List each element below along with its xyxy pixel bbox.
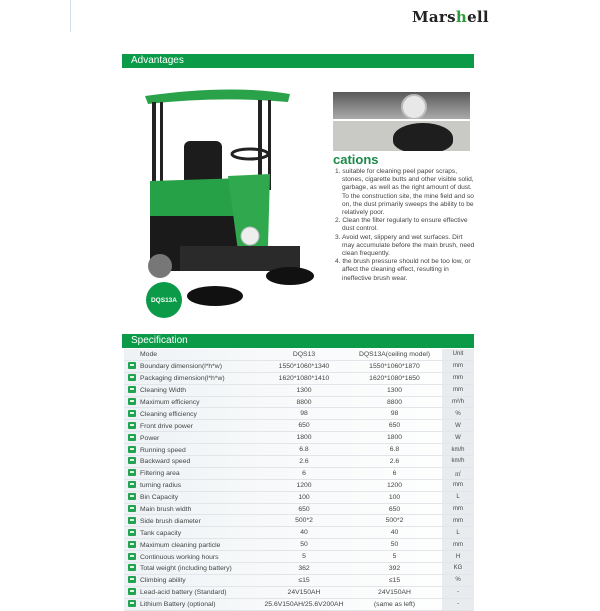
row-value-dqs13: 1550*1060*1340	[261, 360, 347, 372]
row-unit: mm	[442, 515, 474, 527]
row-unit: km/h	[442, 456, 474, 468]
row-label: Maximum cleaning particle	[140, 541, 221, 549]
table-row	[124, 456, 474, 468]
tank-icon	[128, 529, 136, 536]
row-unit: mm	[442, 503, 474, 515]
row-value-dqs13: 362	[261, 563, 347, 575]
row-value-dqs13: 650	[261, 503, 347, 515]
row-value-dqs13: 2.6	[261, 456, 347, 468]
row-label: Filtering area	[140, 470, 180, 478]
advantages-header: Advantages	[122, 54, 474, 68]
row-value-dqs13: 1800	[261, 432, 347, 444]
row-value-dqs13: 8800	[261, 396, 347, 408]
row-label: Lead-acid battery (Standard)	[140, 589, 227, 597]
cation-item: 4. the brush pressure should not be too low, or affect the cleaning effect, resulting in ineffective brush wear.	[335, 258, 471, 282]
table-row	[124, 467, 474, 479]
row-value-dqs13a: 1200	[347, 479, 442, 491]
row-value-dqs13a: 50	[347, 539, 442, 551]
weight-icon	[128, 564, 136, 571]
drive-icon	[128, 422, 136, 429]
table-row	[124, 408, 474, 420]
header-mode: Mode	[140, 350, 158, 358]
table-row	[124, 563, 474, 575]
particle-icon	[128, 541, 136, 548]
row-unit: m²/h	[442, 396, 474, 408]
row-label: Running speed	[140, 446, 186, 454]
row-unit: mm	[442, 479, 474, 491]
row-unit: L	[442, 527, 474, 539]
table-row	[124, 360, 474, 372]
table-row	[124, 515, 474, 527]
row-unit: mm	[442, 360, 474, 372]
row-value-dqs13: 6	[261, 467, 347, 479]
row-unit: W	[442, 432, 474, 444]
page-edge-line	[70, 0, 71, 32]
row-label: Power	[140, 434, 160, 442]
table-row	[124, 420, 474, 432]
row-label: Cleaning efficiency	[140, 410, 197, 418]
row-unit: mm	[442, 372, 474, 384]
row-label: Cleaning Width	[140, 387, 187, 395]
cation-item: 3. Avoid wet, slippery and wet surfaces. Dirt may accumulate before the main brush, need clean frequently.	[335, 233, 475, 258]
lithium-battery-icon	[128, 600, 136, 607]
model-badge: DQS13A	[146, 282, 182, 318]
specification-header: Specification	[122, 334, 474, 348]
row-label: Maximum efficiency	[140, 399, 200, 406]
row-unit: mm	[442, 539, 474, 551]
table-row	[124, 551, 474, 563]
spec-table	[124, 349, 474, 611]
row-value-dqs13a: 40	[347, 527, 442, 539]
row-value-dqs13a: 6.8	[347, 444, 442, 456]
row-unit: mm	[442, 384, 474, 396]
row-value-dqs13a: 24V150AH	[347, 586, 442, 598]
table-row	[124, 479, 474, 491]
table-row	[124, 432, 474, 444]
row-value-dqs13: 98	[261, 408, 347, 420]
row-value-dqs13: 1200	[261, 479, 347, 491]
row-value-dqs13a: 650	[347, 420, 442, 432]
turning-icon	[128, 481, 136, 488]
row-label: Lithium Battery (optional)	[140, 601, 216, 609]
row-value-dqs13a: 8800	[347, 396, 442, 408]
row-value-dqs13: 1300	[261, 384, 347, 396]
row-unit: ㎡	[442, 467, 474, 479]
table-row	[124, 503, 474, 515]
cations-list	[335, 168, 475, 283]
filter-icon	[128, 469, 136, 476]
row-value-dqs13a: 100	[347, 491, 442, 503]
header-dqs13: DQS13	[261, 349, 347, 360]
row-label: Continuous working hours	[140, 553, 219, 561]
row-label: Side brush diameter	[140, 517, 201, 525]
row-label: Backward speed	[140, 458, 191, 466]
row-value-dqs13a: 6	[347, 467, 442, 479]
table-header-row	[124, 349, 474, 360]
table-row	[124, 396, 474, 408]
table-row	[124, 527, 474, 539]
main-brush-icon	[128, 505, 136, 512]
header-unit: Unit	[442, 349, 474, 360]
row-value-dqs13a: 98	[347, 408, 442, 420]
cations-title: cations	[333, 152, 379, 167]
battery-icon	[128, 588, 136, 595]
wheel-detail-image	[333, 92, 470, 119]
header-dqs13a: DQS13A(ceiling model)	[347, 349, 442, 360]
row-unit: %	[442, 574, 474, 586]
brush-icon	[393, 123, 453, 151]
row-value-dqs13: 50	[261, 539, 347, 551]
side-brush-icon	[128, 517, 136, 524]
row-label: Tank capacity	[140, 529, 182, 537]
row-value-dqs13: 100	[261, 491, 347, 503]
table-row	[124, 444, 474, 456]
row-unit: H	[442, 551, 474, 563]
row-value-dqs13: 25.6V150AH/25.6V200AH	[261, 598, 347, 610]
row-unit: KG	[442, 563, 474, 575]
row-unit: L	[442, 491, 474, 503]
clock-icon	[128, 553, 136, 560]
brand-logo: Marshell	[412, 8, 489, 26]
row-label: Climbing ability	[140, 577, 186, 585]
row-value-dqs13a: 392	[347, 563, 442, 575]
row-value-dqs13: 1620*1080*1410	[261, 372, 347, 384]
package-icon	[128, 374, 136, 381]
row-label: Packaging dimension(l*h*w)	[140, 375, 225, 383]
cation-item: 2. Clean the filter regularly to ensure effective dust control.	[335, 217, 468, 233]
cleaning-icon	[128, 410, 136, 417]
row-label: Bin Capacity	[140, 494, 179, 502]
row-value-dqs13: 500*2	[261, 515, 347, 527]
bin-icon	[128, 493, 136, 500]
row-value-dqs13a: ≤15	[347, 574, 442, 586]
cation-item: 1. suitable for cleaning peel paper scraps, stones, cigarette butts and other visible solid, garbage, as well as the right amount of dust. To the construction site, the mine field and so on, the dust primarily sweeps the ability to be relatively poor.	[335, 168, 474, 217]
speed-icon	[128, 446, 136, 453]
row-label: Main brush width	[140, 506, 192, 514]
row-value-dqs13: 6.8	[261, 444, 347, 456]
row-label: turning radius	[140, 482, 182, 490]
row-value-dqs13a: 5	[347, 551, 442, 563]
efficiency-icon	[128, 398, 136, 405]
row-value-dqs13: 40	[261, 527, 347, 539]
row-unit: %	[442, 408, 474, 420]
power-icon	[128, 434, 136, 441]
table-row	[124, 539, 474, 551]
row-label: Total weight (including battery)	[140, 565, 232, 573]
row-value-dqs13: 24V150AH	[261, 586, 347, 598]
row-value-dqs13a: 650	[347, 503, 442, 515]
brush-detail-image	[333, 121, 470, 151]
row-value-dqs13: ≤15	[261, 574, 347, 586]
dimension-icon	[128, 362, 136, 369]
row-unit: -	[442, 586, 474, 598]
climb-icon	[128, 576, 136, 583]
row-unit: W	[442, 420, 474, 432]
table-row	[124, 574, 474, 586]
row-value-dqs13a: (same as left)	[347, 598, 442, 610]
table-row	[124, 372, 474, 384]
wheel-icon	[401, 94, 427, 119]
row-label: Front drive power	[140, 422, 193, 430]
row-unit: km/h	[442, 444, 474, 456]
row-value-dqs13a: 1620*1080*1650	[347, 372, 442, 384]
backward-icon	[128, 457, 136, 464]
row-value-dqs13a: 2.6	[347, 456, 442, 468]
row-value-dqs13a: 1800	[347, 432, 442, 444]
row-label: Boundary dimension(l*h*w)	[140, 363, 222, 371]
row-value-dqs13a: 500*2	[347, 515, 442, 527]
table-row	[124, 384, 474, 396]
row-value-dqs13: 5	[261, 551, 347, 563]
row-value-dqs13a: 1300	[347, 384, 442, 396]
row-value-dqs13: 650	[261, 420, 347, 432]
row-value-dqs13a: 1550*1060*1870	[347, 360, 442, 372]
table-row	[124, 586, 474, 598]
row-unit: -	[442, 598, 474, 610]
width-icon	[128, 386, 136, 393]
table-row	[124, 491, 474, 503]
